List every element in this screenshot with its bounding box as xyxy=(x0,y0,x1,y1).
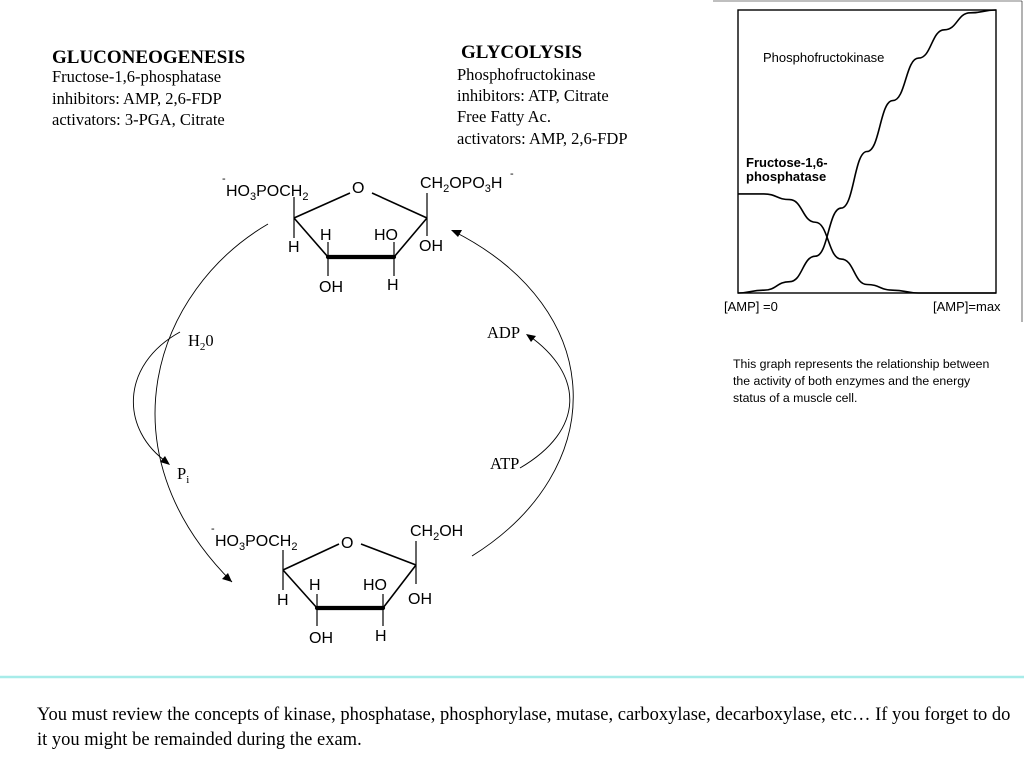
top-ring-oxygen: O xyxy=(352,180,365,197)
glycolysis-enzyme: Phosphofructokinase xyxy=(457,65,596,84)
bottom-left-group: $HO_3POCH_2$ xyxy=(215,533,298,553)
top-left-group: $HO_3POCH_2$ xyxy=(226,183,309,203)
glycolysis-title: GLYCOLYSIS xyxy=(461,42,583,63)
phosphate-label: $P_i$ xyxy=(177,464,190,486)
x-tick-label-max: [AMP]=max xyxy=(933,299,1001,314)
glycolysis-inhibitors-2: Free Fatty Ac. xyxy=(457,107,551,126)
glycolysis-inhibitors: inhibitors: ATP, Citrate xyxy=(457,86,609,105)
adp-arrowhead xyxy=(526,334,536,342)
series-line-fructose-bisphosphatase xyxy=(738,194,996,293)
gluconeogenesis-activators: activators: 3-PGA, Citrate xyxy=(52,110,225,129)
series-label-phosphofructokinase: Phosphofructokinase xyxy=(763,50,885,65)
top-ho-c3: HO xyxy=(374,227,398,244)
top-h-c3: H xyxy=(387,277,399,294)
top-h-c5: H xyxy=(288,239,300,256)
top-right-group: $CH_2OPO_3H$ xyxy=(420,175,503,195)
atp-label: ATP xyxy=(490,454,520,473)
water-phosphate-arc xyxy=(133,332,180,463)
bottom-ring-oxygen: O xyxy=(341,535,354,552)
bottom-h-c3: H xyxy=(375,628,387,645)
top-left-charge: - xyxy=(222,173,226,185)
water-label: $H_20$ xyxy=(188,331,214,353)
bottom-oh-c4: OH xyxy=(309,630,333,647)
gluconeogenesis-inhibitors: inhibitors: AMP, 2,6-FDP xyxy=(52,89,222,108)
chart-caption: This graph represents the relationship between the activity of both enzymes and the energy status of a muscle cell. xyxy=(733,357,990,405)
bottom-h-c5: H xyxy=(277,592,289,609)
gluconeogenesis-title: GLUCONEOGENESIS xyxy=(52,47,246,68)
gluconeogenesis-block xyxy=(52,47,245,129)
glycolysis-block xyxy=(457,42,628,148)
gluconeogenesis-enzyme: Fructose-1,6-phosphatase xyxy=(52,67,222,86)
bottom-oh-c2: OH xyxy=(408,591,432,608)
reaction-cycle xyxy=(133,224,573,582)
glycolysis-arrowhead xyxy=(451,230,462,237)
top-h-c4: H xyxy=(320,227,332,244)
series-label-fructose-bisphosphatase-1: Fructose-1,6- xyxy=(746,155,828,170)
bottom-ho-c3: HO xyxy=(363,577,387,594)
top-right-charge: - xyxy=(510,168,514,180)
bottom-h-c4: H xyxy=(309,577,321,594)
atp-adp-arc xyxy=(520,335,570,468)
footer-note: You must review the concepts of kinase, phosphatase, phosphorylase, mutase, carboxylase, decarboxylase, etc… If you forget to do it you might be remainded during the exam. xyxy=(37,705,1011,750)
fructose-bisphosphate-structure xyxy=(222,168,514,296)
enzyme-activity-chart xyxy=(713,1,1022,322)
bottom-left-charge: - xyxy=(211,523,215,535)
glycolysis-activators: activators: AMP, 2,6-FDP xyxy=(457,129,628,148)
top-oh-c2: OH xyxy=(419,238,443,255)
gluconeogenesis-arrowhead xyxy=(222,573,232,582)
top-oh-c4: OH xyxy=(319,279,343,296)
bottom-ring-right-edge xyxy=(361,544,416,565)
glycolysis-arc xyxy=(453,231,573,556)
adp-label: ADP xyxy=(487,323,521,342)
top-ring-right-edge xyxy=(372,193,427,218)
x-tick-label-min: [AMP] =0 xyxy=(724,299,778,314)
series-label-fructose-bisphosphatase-2: phosphatase xyxy=(746,169,827,184)
fructose-phosphate-structure xyxy=(211,523,463,647)
bottom-right-group: $CH_2OH$ xyxy=(410,523,464,543)
